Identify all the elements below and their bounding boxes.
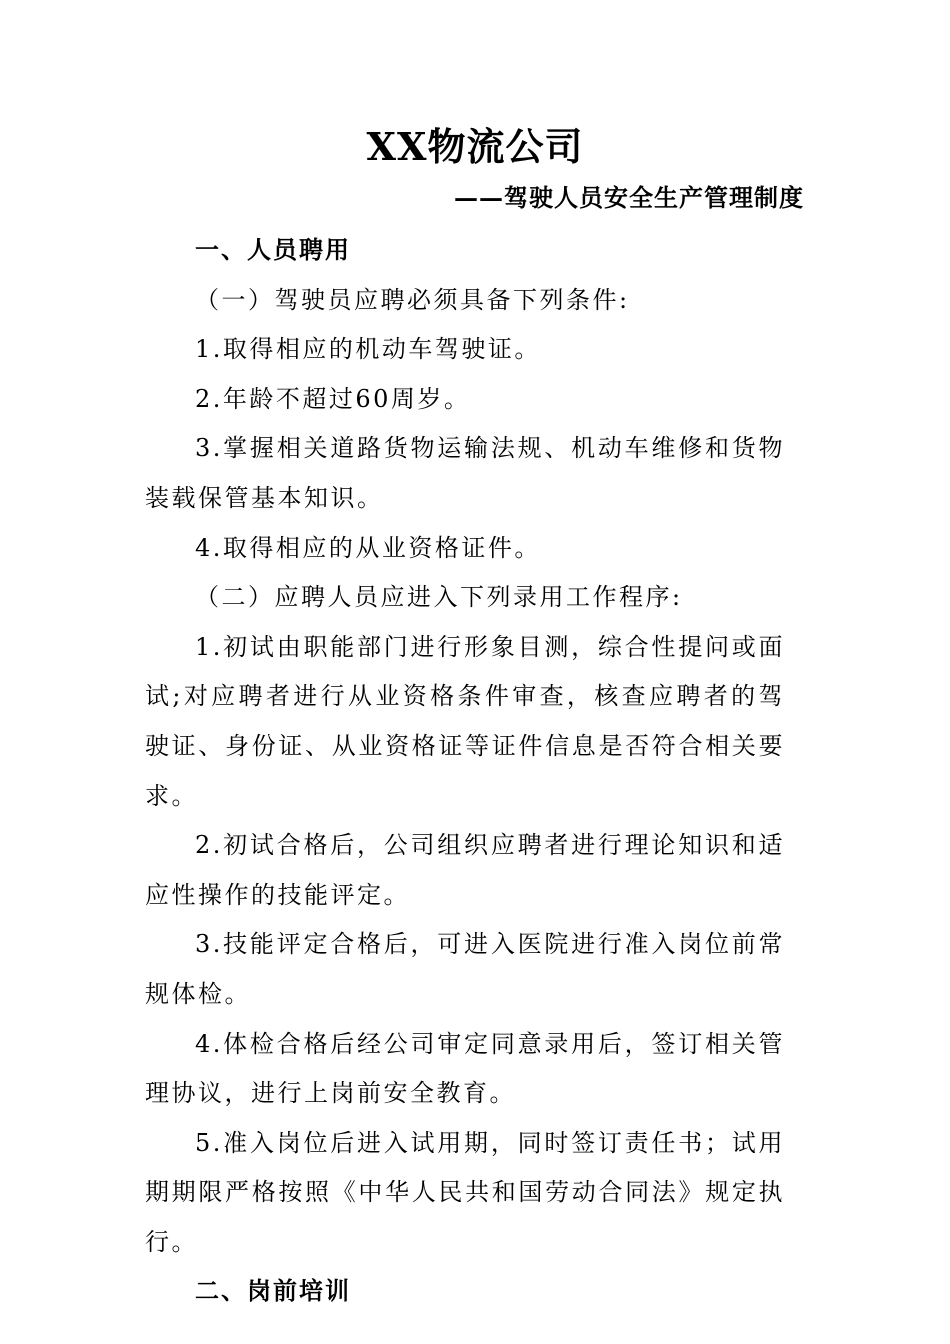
paragraph-condition-3: 3.掌握相关道路货物运输法规、机动车维修和货物装载保管基本知识。 bbox=[145, 434, 785, 512]
paragraph-procedure-3: 3.技能评定合格后，可进入医院进行准入岗位前常规体检。 bbox=[145, 930, 785, 1008]
subsection-heading-conditions: （一）驾驶员应聘必须具备下列条件: bbox=[195, 285, 630, 314]
paragraph-procedure-1: 1.初试由职能部门进行形象目测，综合性提问或面试;对应聘者进行从业资格条件审查，核查应聘者的驾驶证、身份证、从业资格证等证件信息是否符合相关要求。 bbox=[145, 632, 785, 810]
document-body bbox=[145, 226, 785, 1317]
paragraph-procedure-4: 4.体检合格后经公司审定同意录用后，签订相关管理协议，进行上岗前安全教育。 bbox=[145, 1029, 785, 1108]
paragraph-condition-1: 1.取得相应的机动车驾驶证。 bbox=[195, 335, 541, 364]
section-heading-training: 二、岗前培训 bbox=[195, 1277, 351, 1306]
paragraph-procedure-2: 2.初试合格后，公司组织应聘者进行理论知识和适应性操作的技能评定。 bbox=[145, 831, 785, 909]
subsection-heading-procedure: （二）应聘人员应进入下列录用工作程序: bbox=[195, 583, 683, 612]
document-title: XX物流公司 bbox=[366, 124, 584, 169]
section-heading-recruitment: 一、人员聘用 bbox=[195, 236, 351, 264]
paragraph-procedure-5: 5.准入岗位后进入试用期，同时签订责任书；试用期期限严格按照《中华人民共和国劳动合同法》规定执行。 bbox=[145, 1128, 785, 1256]
paragraph-condition-2: 2.年龄不超过60周岁。 bbox=[195, 384, 471, 413]
paragraph-condition-4: 4.取得相应的从业资格证件。 bbox=[195, 533, 541, 562]
document-subtitle: ——驾驶人员安全生产管理制度 bbox=[454, 183, 804, 212]
